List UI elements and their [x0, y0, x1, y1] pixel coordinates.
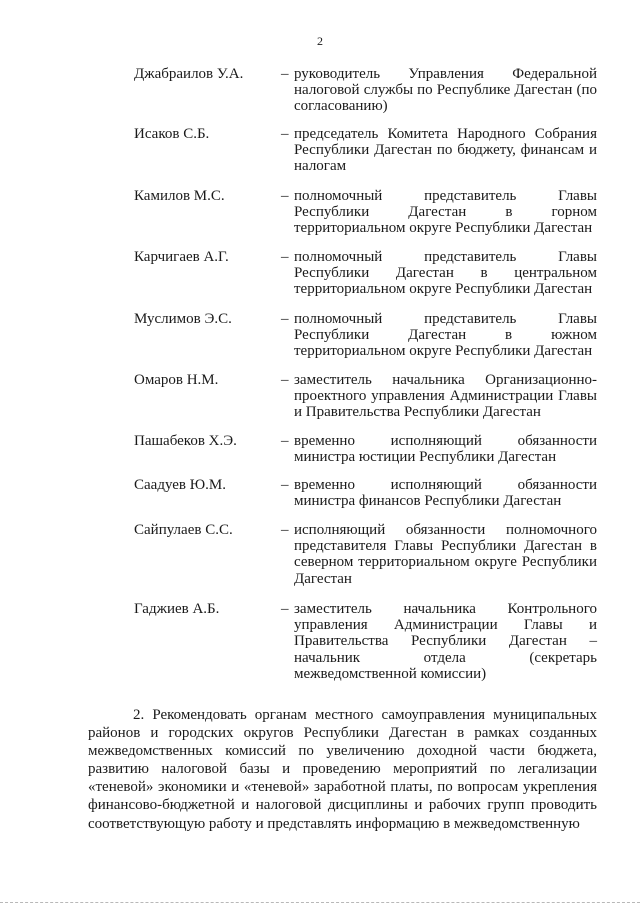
- member-name: Омаров Н.М.: [134, 372, 219, 388]
- member-name: Джабраилов У.А.: [134, 66, 244, 82]
- member-role: руководитель Управления Федеральной налоговой службы по Республике Дагестан (по согласованию): [294, 66, 597, 115]
- dash-separator: –: [281, 126, 289, 142]
- member-name: Пашабеков Х.Э.: [134, 433, 237, 449]
- member-role: полномочный представитель Главы Республики Дагестан в южном территориальном округе Республики Дагестан: [294, 311, 597, 360]
- dash-separator: –: [281, 311, 289, 327]
- member-name: Карчигаев А.Г.: [134, 249, 229, 265]
- member-name: Саадуев Ю.М.: [134, 477, 226, 493]
- recommendation-paragraph: 2. Рекомендовать органам местного самоуправления муниципальных районов и городских округов Республики Дагестан в рамках созданных межведомственных комиссий по увеличению доходной части бюджета, развитию налоговой базы и проведению мероприятий по легализации «теневой» экономики и «теневой» заработной платы, по вопросам укрепления финансово-бюджетной и налоговой дисциплины и рабочих групп проводить соответствующую работу и представлять информацию в межведомственную: [88, 707, 597, 832]
- dash-separator: –: [281, 433, 289, 449]
- dash-separator: –: [281, 477, 289, 493]
- member-role: полномочный представитель Главы Республики Дагестан в центральном территориальном округе Республики Дагестан: [294, 249, 597, 298]
- member-name: Камилов М.С.: [134, 188, 225, 204]
- member-role: заместитель начальника Организационно-проектного управления Администрации Главы и Правительства Республики Дагестан: [294, 372, 597, 421]
- dash-separator: –: [281, 601, 289, 617]
- dash-separator: –: [281, 188, 289, 204]
- member-role: полномочный представитель Главы Республики Дагестан в горном территориальном округе Республики Дагестан: [294, 188, 597, 237]
- member-role: временно исполняющий обязанности министра юстиции Республики Дагестан: [294, 433, 597, 466]
- dash-separator: –: [281, 522, 289, 538]
- dash-separator: –: [281, 372, 289, 388]
- member-role: председатель Комитета Народного Собрания Республики Дагестан по бюджету, финансам и налогам: [294, 126, 597, 175]
- dash-separator: –: [281, 66, 289, 82]
- dash-separator: –: [281, 249, 289, 265]
- page-number: 2: [317, 34, 323, 48]
- member-role: заместитель начальника Контрольного управления Администрации Главы и Правительства Республики Дагестан – начальник отдела (секретарь межведомственной комиссии): [294, 601, 597, 682]
- member-name: Муслимов Э.С.: [134, 311, 232, 327]
- member-role: исполняющий обязанности полномочного представителя Главы Республики Дагестан в северном территориальном округе Республики Дагестан: [294, 522, 597, 587]
- member-role: временно исполняющий обязанности министра финансов Республики Дагестан: [294, 477, 597, 510]
- member-name: Исаков С.Б.: [134, 126, 210, 142]
- member-name: Гаджиев А.Б.: [134, 601, 220, 617]
- member-name: Сайпулаев С.С.: [134, 522, 233, 538]
- page-edge-divider: [0, 902, 640, 903]
